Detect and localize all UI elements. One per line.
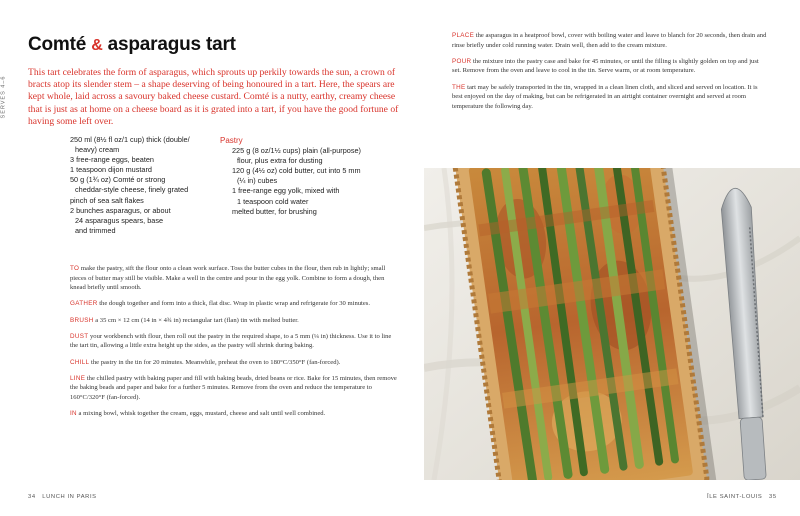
recipe-intro: This tart celebrates the form of asparagus, which sprouts up perkily towards the sun, a crown of bracts atop its slender stem – a shape deserving of being honoured in a tart. Here, the spears are kept whole, laid across a savoury baked cheese custard. Comté is a nutty, earthy, creamy cheese that is just as at home on a cheese board as it is grated into a tart, if you have the good fortune of having some left over.: [28, 67, 399, 127]
method-step: [452, 31, 767, 50]
ingredient-line: heavy) cream: [75, 145, 120, 155]
step-text: a mixing bowl, whisk together the cream, eggs, mustard, cheese and salt until well combined.: [76, 410, 326, 418]
title-main: Comté: [28, 34, 87, 55]
tart-photo: [424, 168, 800, 480]
step-lead: IN: [70, 410, 77, 418]
ingredient-line: 24 asparagus spears, base: [75, 215, 164, 225]
ingredient-line: flour, plus extra for dusting: [237, 156, 323, 166]
ingredient-line: 1 free-range egg yolk, mixed with: [232, 186, 340, 196]
ingredients-list: [70, 135, 220, 236]
step-text: the asparagus in a heatproof bowl, cover with boiling water and leave to blanch for 20 seconds, then drain and rinse briefly under cold running water. Drain well, then add to the cream mixture.: [452, 32, 767, 49]
step-lead: POUR: [452, 57, 472, 65]
ingredient-line: 3 free-range eggs, beaten: [70, 155, 154, 165]
tart-illustration: [424, 168, 800, 480]
recipe-title: [28, 34, 236, 56]
ingredient-line: (¼ in) cubes: [237, 176, 278, 186]
ingredient-line: 2 bunches asparagus, or about: [70, 205, 171, 215]
method-step: [70, 409, 398, 419]
step-lead: LINE: [70, 374, 86, 382]
method-step: [70, 374, 398, 403]
folio-right: ÎLE SAINT-LOUIS 35: [707, 494, 777, 500]
folio-left: 34 LUNCH IN PARIS: [28, 494, 97, 500]
title-ampersand: &: [91, 37, 103, 54]
ingredient-line: 225 g (8 oz/1½ cups) plain (all-purpose): [232, 146, 361, 156]
step-lead: CHILL: [70, 358, 90, 366]
step-text: your workbench with flour, then roll out the pastry in the required shape, to a 5 mm (¼ in) thickness. Use it to line the tart tin, allowing a little extra height up the sides, as the pastry will shrink during baking.: [70, 332, 392, 350]
step-text: the chilled pastry with baking paper and fill with baking beads, dried beans or rice. Bake for 15 minutes, then remove the baking beads and paper and bake for a further 5 minutes. Remove from the oven and reduce the temperature to 160°C/320°F (fan-forced).: [70, 374, 397, 401]
ingredient-line: and trimmed: [75, 225, 116, 235]
step-text: the dough together and form into a thick, flat disc. Wrap in plastic wrap and refrigerate for 30 minutes.: [97, 300, 371, 308]
method-step: [452, 83, 767, 112]
ingredient-line: cheddar-style cheese, finely grated: [75, 185, 189, 195]
method-steps-left: [70, 264, 398, 425]
step-text: a 35 cm × 12 cm (14 in × 4¾ in) rectangular tart (flan) tin with melted butter.: [93, 316, 299, 324]
method-step: [70, 332, 398, 351]
method-step: [70, 264, 398, 293]
ingredient-line: pinch of sea salt flakes: [70, 195, 144, 205]
step-lead: TO: [70, 265, 80, 272]
method-step: [70, 316, 398, 326]
step-text: the mixture into the pastry case and bake for 45 minutes, or until the filling is slightly golden on top and just set. Remove from the oven and leave to cool in the tin. Serve warm, or at room temperature.: [452, 57, 759, 75]
step-lead: DUST: [70, 332, 89, 340]
tart: [454, 168, 718, 480]
ingredient-line: melted butter, for brushing: [232, 206, 317, 216]
ingredient-line: 1 teaspoon dijon mustard: [70, 165, 152, 175]
step-text: make the pastry, sift the flour onto a clean work surface. Toss the butter cubes in the flour, then rub in lightly; small pieces of butter may still be visible. Make a well in the centre and pour in the egg yolk. Combine to form a dough, then knead briefly until smooth.: [70, 265, 386, 292]
step-lead: GATHER: [70, 300, 98, 308]
ingredient-line: 250 ml (8½ fl oz/1 cup) thick (double/: [70, 135, 190, 144]
pastry-ingredients: [220, 136, 400, 217]
step-lead: BRUSH: [70, 316, 94, 324]
step-text: the pastry in the tin for 20 minutes. Meanwhile, preheat the oven to 180°C/350°F (fan-forced).: [89, 358, 341, 366]
serves-label: SERVES 4–6: [0, 75, 7, 119]
title-rest: asparagus tart: [107, 34, 236, 55]
method-steps-right: [452, 31, 767, 118]
step-lead: THE: [452, 83, 466, 91]
method-step: [452, 57, 767, 76]
pastry-heading: Pastry: [220, 136, 243, 145]
method-step: [70, 299, 398, 309]
ingredient-line: 120 g (4½ oz) cold butter, cut into 5 mm: [232, 166, 361, 176]
method-step: [70, 358, 398, 368]
ingredient-line: 1 teaspoon cold water: [237, 196, 309, 206]
step-text: tart may be safely transported in the tin, wrapped in a clean linen cloth, and sliced and served on location. It is best enjoyed on the day of making, but can be refrigerated in an airtight container overnight and served at room temperature the following day.: [452, 83, 758, 110]
step-lead: PLACE: [452, 32, 475, 39]
ingredient-line: 50 g (1¾ oz) Comté or strong: [70, 175, 166, 185]
